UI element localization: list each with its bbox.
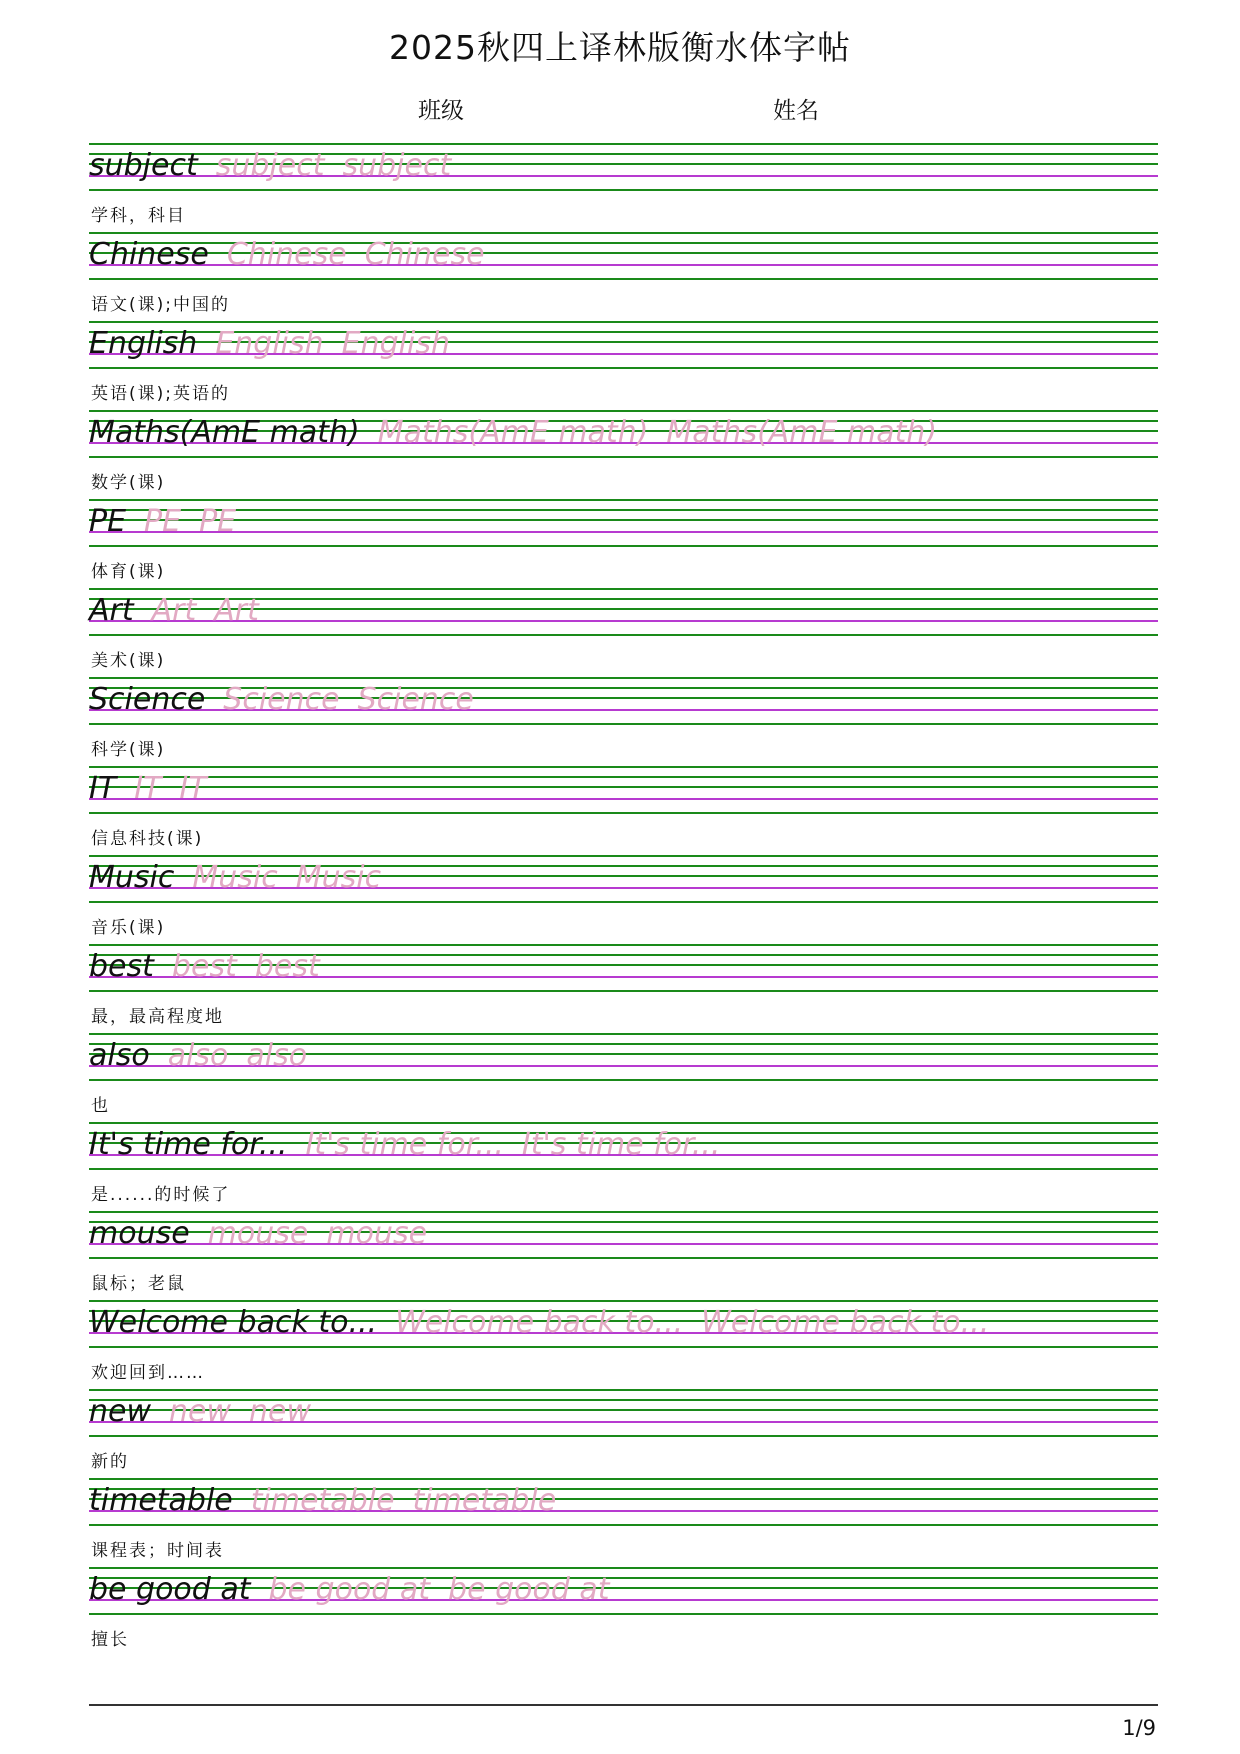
chinese-meaning: 信息科技(课) bbox=[91, 829, 204, 849]
practice-row bbox=[89, 232, 1158, 321]
top-guide-line bbox=[89, 1389, 1158, 1391]
practice-row bbox=[89, 499, 1158, 588]
name-label: 姓名 bbox=[773, 98, 819, 124]
practice-row bbox=[89, 1389, 1158, 1478]
chinese-meaning: 课程表；时间表 bbox=[91, 1541, 224, 1561]
english-word-line bbox=[89, 1217, 427, 1251]
english-word: It's time for... bbox=[89, 1127, 288, 1162]
top-guide-line bbox=[89, 321, 1158, 323]
bottom-guide-line bbox=[89, 634, 1158, 636]
trace-word: mouse bbox=[207, 1216, 309, 1251]
trace-word: Art bbox=[214, 593, 259, 628]
english-word: IT bbox=[89, 771, 117, 806]
trace-word: subject bbox=[215, 148, 325, 183]
bottom-guide-line bbox=[89, 1257, 1158, 1259]
english-word: also bbox=[89, 1038, 150, 1073]
chinese-meaning: 数学(课) bbox=[91, 473, 166, 493]
english-word: Maths(AmE math) bbox=[89, 415, 360, 450]
english-word: subject bbox=[89, 148, 198, 183]
chinese-meaning: 科学(课) bbox=[91, 740, 166, 760]
top-guide-line bbox=[89, 1567, 1158, 1569]
top-guide-line bbox=[89, 588, 1158, 590]
bottom-guide-line bbox=[89, 1613, 1158, 1615]
top-guide-line bbox=[89, 944, 1158, 946]
english-word: Chinese bbox=[89, 237, 209, 272]
chinese-meaning: 英语(课);英语的 bbox=[91, 384, 230, 404]
top-guide-line bbox=[89, 677, 1158, 679]
english-word: Music bbox=[89, 860, 175, 895]
bottom-guide-line bbox=[89, 278, 1158, 280]
upper-guide-line bbox=[89, 776, 1158, 778]
class-label: 班级 bbox=[418, 98, 464, 124]
top-guide-line bbox=[89, 1033, 1158, 1035]
baseline-guide-line bbox=[89, 798, 1158, 800]
english-word-line bbox=[89, 772, 207, 806]
page-title: 2025秋四上译林版衡水体字帖 bbox=[389, 28, 851, 67]
bottom-guide-line bbox=[89, 812, 1158, 814]
trace-word: English bbox=[215, 326, 324, 361]
practice-row bbox=[89, 1478, 1158, 1567]
english-word-line bbox=[89, 683, 474, 717]
top-guide-line bbox=[89, 1300, 1158, 1302]
trace-word: best bbox=[254, 949, 320, 984]
english-word-line bbox=[89, 1128, 720, 1162]
english-word: Art bbox=[89, 593, 134, 628]
trace-word: timetable bbox=[412, 1483, 557, 1518]
practice-row bbox=[89, 1567, 1158, 1656]
bottom-guide-line bbox=[89, 990, 1158, 992]
trace-word: best bbox=[171, 949, 237, 984]
trace-word: Welcome back to... bbox=[701, 1305, 990, 1340]
english-word: timetable bbox=[89, 1483, 233, 1518]
bottom-guide-line bbox=[89, 723, 1158, 725]
trace-word: Maths(AmE math) bbox=[377, 415, 649, 450]
upper-guide-line bbox=[89, 509, 1158, 511]
trace-word: new bbox=[249, 1394, 312, 1429]
english-word: English bbox=[89, 326, 198, 361]
bottom-guide-line bbox=[89, 901, 1158, 903]
top-guide-line bbox=[89, 143, 1158, 145]
bottom-guide-line bbox=[89, 545, 1158, 547]
bottom-guide-line bbox=[89, 456, 1158, 458]
trace-word: mouse bbox=[326, 1216, 428, 1251]
practice-row bbox=[89, 944, 1158, 1033]
footer-divider bbox=[89, 1704, 1158, 1706]
bottom-guide-line bbox=[89, 1524, 1158, 1526]
chinese-meaning: 美术(课) bbox=[91, 651, 166, 671]
chinese-meaning: 语文(课);中国的 bbox=[91, 295, 230, 315]
practice-row bbox=[89, 1122, 1158, 1211]
top-guide-line bbox=[89, 1211, 1158, 1213]
top-guide-line bbox=[89, 232, 1158, 234]
practice-row bbox=[89, 1211, 1158, 1300]
english-word-line bbox=[89, 505, 236, 539]
trace-word: be good at bbox=[268, 1572, 431, 1607]
practice-row bbox=[89, 766, 1158, 855]
trace-word: It's time for... bbox=[305, 1127, 504, 1162]
practice-row bbox=[89, 588, 1158, 677]
english-word-line bbox=[89, 1573, 610, 1607]
practice-row bbox=[89, 677, 1158, 766]
practice-row bbox=[89, 410, 1158, 499]
trace-word: new bbox=[169, 1394, 232, 1429]
middle-guide-line bbox=[89, 786, 1158, 788]
top-guide-line bbox=[89, 499, 1158, 501]
chinese-meaning: 也 bbox=[91, 1096, 110, 1116]
trace-word: Maths(AmE math) bbox=[666, 415, 938, 450]
english-word-line bbox=[89, 1039, 307, 1073]
trace-word: Art bbox=[151, 593, 197, 628]
trace-word: timetable bbox=[250, 1483, 395, 1518]
practice-row bbox=[89, 1033, 1158, 1122]
trace-word: Chinese bbox=[226, 237, 347, 272]
bottom-guide-line bbox=[89, 189, 1158, 191]
trace-word: be good at bbox=[448, 1572, 610, 1607]
chinese-meaning: 学科，科目 bbox=[91, 206, 186, 226]
bottom-guide-line bbox=[89, 1435, 1158, 1437]
top-guide-line bbox=[89, 766, 1158, 768]
english-word-line bbox=[89, 950, 320, 984]
chinese-meaning: 是......的时候了 bbox=[91, 1185, 231, 1205]
trace-word: IT bbox=[179, 771, 207, 806]
english-word-line bbox=[89, 238, 485, 272]
chinese-meaning: 体育(课) bbox=[91, 562, 166, 582]
practice-row bbox=[89, 143, 1158, 232]
trace-word: Science bbox=[357, 682, 474, 717]
english-word: new bbox=[89, 1394, 152, 1429]
trace-word: IT bbox=[134, 771, 162, 806]
trace-word: Chinese bbox=[364, 237, 485, 272]
bottom-guide-line bbox=[89, 367, 1158, 369]
trace-word: also bbox=[167, 1038, 229, 1073]
top-guide-line bbox=[89, 410, 1158, 412]
bottom-guide-line bbox=[89, 1079, 1158, 1081]
trace-word: Music bbox=[192, 860, 278, 895]
trace-word: Music bbox=[295, 860, 382, 895]
trace-word: subject bbox=[342, 148, 452, 183]
english-word: PE bbox=[89, 504, 127, 539]
trace-word: It's time for... bbox=[521, 1127, 721, 1162]
top-guide-line bbox=[89, 855, 1158, 857]
practice-row bbox=[89, 1300, 1158, 1389]
bottom-guide-line bbox=[89, 1168, 1158, 1170]
english-word-line bbox=[89, 861, 381, 895]
chinese-meaning: 最，最高程度地 bbox=[91, 1007, 224, 1027]
trace-word: PE bbox=[144, 504, 182, 539]
trace-word: also bbox=[246, 1038, 308, 1073]
english-word: mouse bbox=[89, 1216, 190, 1251]
english-word-line bbox=[89, 416, 937, 450]
chinese-meaning: 擅长 bbox=[91, 1630, 129, 1650]
english-word: Welcome back to... bbox=[89, 1305, 378, 1340]
top-guide-line bbox=[89, 1122, 1158, 1124]
practice-row bbox=[89, 855, 1158, 944]
trace-word: English bbox=[341, 326, 450, 361]
english-word-line bbox=[89, 1306, 989, 1340]
english-word-line bbox=[89, 594, 259, 628]
chinese-meaning: 新的 bbox=[91, 1452, 129, 1472]
baseline-guide-line bbox=[89, 531, 1158, 533]
page-number: 1/9 bbox=[1122, 1716, 1156, 1740]
english-word: best bbox=[89, 949, 154, 984]
chinese-meaning: 音乐(课) bbox=[91, 918, 166, 938]
chinese-meaning: 欢迎回到…… bbox=[91, 1363, 205, 1383]
middle-guide-line bbox=[89, 519, 1158, 521]
chinese-meaning: 鼠标；老鼠 bbox=[91, 1274, 186, 1294]
practice-rows bbox=[89, 143, 1158, 1656]
english-word-line bbox=[89, 1395, 311, 1429]
english-word-line bbox=[89, 149, 451, 183]
english-word-line bbox=[89, 1484, 556, 1518]
english-word: Science bbox=[89, 682, 206, 717]
trace-word: PE bbox=[199, 504, 237, 539]
english-word: be good at bbox=[89, 1572, 251, 1607]
english-word-line bbox=[89, 327, 450, 361]
bottom-guide-line bbox=[89, 1346, 1158, 1348]
practice-row bbox=[89, 321, 1158, 410]
trace-word: Welcome back to... bbox=[395, 1305, 684, 1340]
trace-word: Science bbox=[223, 682, 340, 717]
top-guide-line bbox=[89, 1478, 1158, 1480]
